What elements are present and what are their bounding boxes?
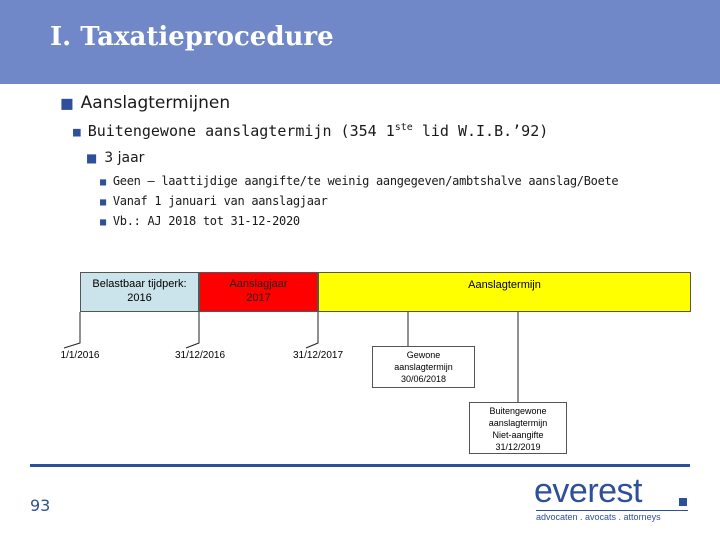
ordinary-term-line2: aanslagtermijn bbox=[394, 362, 453, 372]
date-start: 1/1/2016 bbox=[60, 350, 100, 361]
square-bullet-icon: ■ bbox=[86, 151, 98, 165]
assessment-year-label: Aanslagjaar bbox=[229, 278, 288, 290]
connector-start bbox=[64, 312, 80, 348]
extraordinary-term-date: 31/12/2019 bbox=[495, 442, 541, 452]
assessment-year-value: 2017 bbox=[246, 292, 271, 304]
ordinary-term-box bbox=[372, 346, 475, 388]
bullet-level3-text: 3 jaar bbox=[104, 150, 145, 166]
bullet-level4-text: Geen – laattijdige aangifte/te weinig aangegeven/ambtshalve aanslag/Boete bbox=[112, 174, 619, 188]
connector-end-period bbox=[186, 312, 199, 348]
slide-title: I. Taxatieprocedure bbox=[50, 22, 334, 52]
logo-square-icon bbox=[679, 498, 687, 506]
footer-divider bbox=[30, 464, 690, 467]
bullet-level2-text: Buitengewone aanslagtermijn (354 1 bbox=[87, 122, 395, 140]
assessment-term-box bbox=[318, 272, 691, 312]
extraordinary-term-box bbox=[469, 402, 567, 454]
ordinary-term-line1: Gewone bbox=[406, 350, 441, 360]
logo-wordmark: everest bbox=[534, 472, 642, 510]
bullet-level1-text: Aanslagtermijnen bbox=[80, 93, 231, 113]
assessment-year-box bbox=[199, 272, 318, 312]
logo-tagline: advocaten . avocats . attorneys bbox=[536, 510, 688, 522]
connector-end-year bbox=[306, 312, 318, 348]
date-end-period: 31/12/2016 bbox=[174, 350, 226, 361]
bullet-level4-text: Vanaf 1 januari van aanslagjaar bbox=[112, 194, 328, 208]
assessment-term-label: Aanslagtermijn bbox=[468, 279, 541, 291]
extraordinary-term-line3: Niet-aangifte bbox=[492, 430, 544, 440]
square-bullet-icon: ■ bbox=[60, 96, 74, 112]
page-number: 93 bbox=[30, 496, 51, 515]
extraordinary-term-line2: aanslagtermijn bbox=[488, 418, 548, 428]
extraordinary-term-line1: Buitengewone bbox=[489, 406, 547, 416]
bullet-level2-tail: lid W.I.B.’92) bbox=[412, 122, 549, 140]
bullet-level4-text: Vb.: AJ 2018 tot 31-12-2020 bbox=[112, 214, 300, 228]
taxable-period-label: Belastbaar tijdperk: bbox=[92, 278, 187, 290]
square-bullet-icon: ■ bbox=[100, 217, 106, 228]
date-end-year: 31/12/2017 bbox=[292, 350, 344, 361]
square-bullet-icon: ■ bbox=[100, 197, 106, 208]
bullet-level2-superscript: ste bbox=[394, 122, 413, 133]
everest-logo bbox=[534, 472, 694, 524]
ordinary-term-date: 30/06/2018 bbox=[400, 374, 447, 384]
square-bullet-icon: ■ bbox=[73, 125, 81, 140]
taxable-period-box bbox=[80, 272, 199, 312]
square-bullet-icon: ■ bbox=[100, 177, 106, 188]
taxable-period-year: 2016 bbox=[127, 292, 152, 304]
